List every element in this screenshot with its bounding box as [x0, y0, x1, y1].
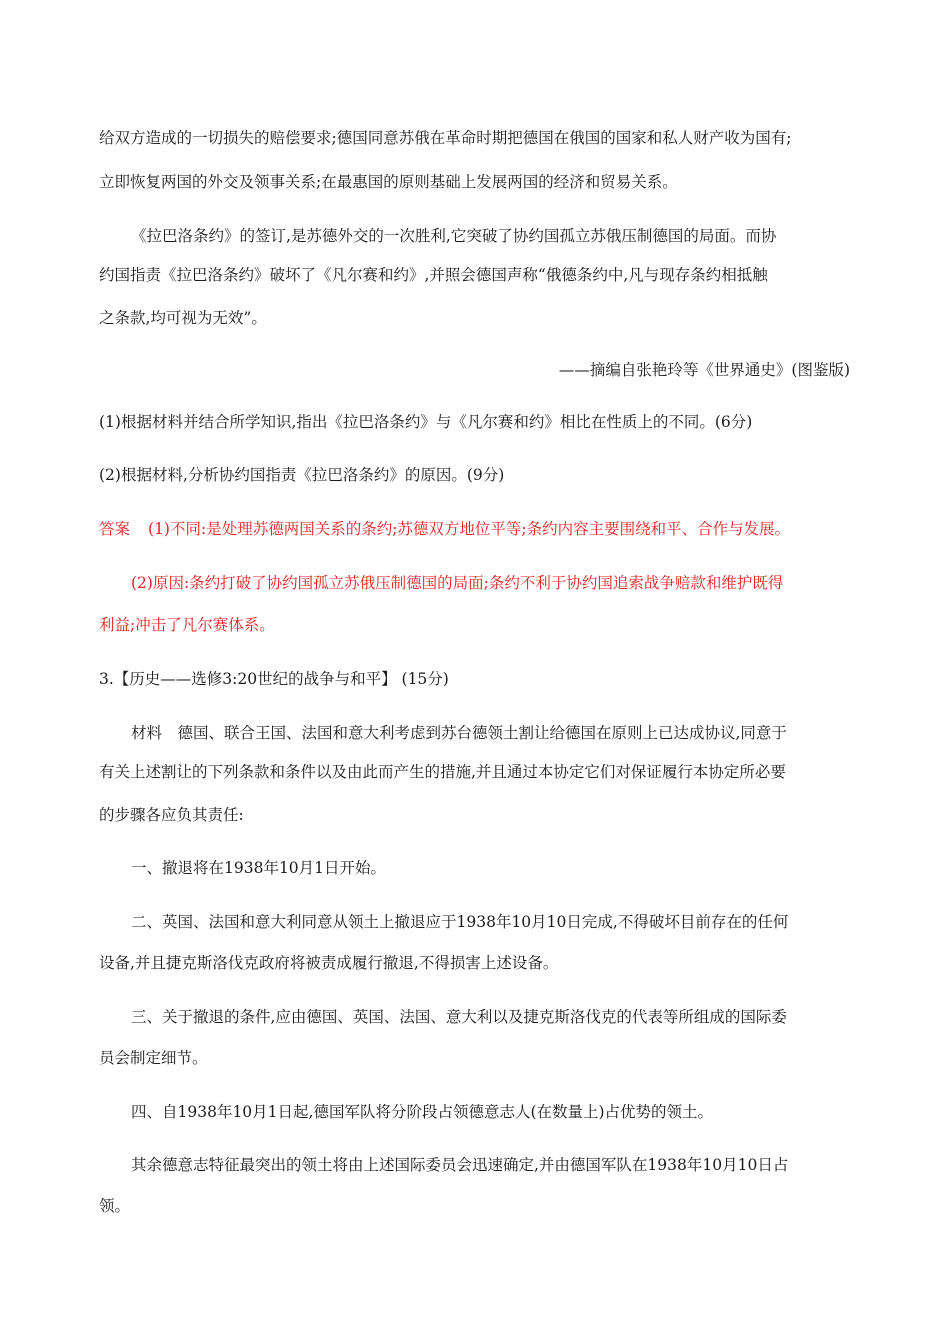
- source-citation: ——摘编自张艳玲等《世界通史》(图鉴版): [558, 361, 850, 379]
- clause-4: 四、自1938年10月1日起,德国军队将分阶段占领德意志人(在数量上)占优势的领土。: [131, 1103, 714, 1121]
- treaty-paragraph-line-3: 之条款,均可视为无效”。: [99, 309, 267, 327]
- question-3-heading: 3.【历史——选修3:20世纪的战争与和平】 (15分): [99, 670, 449, 688]
- answer-2-line-2: 利益;冲击了凡尔赛体系。: [99, 616, 275, 634]
- clause-5-line-1: 其余德意志特征最突出的领土将由上述国际委员会迅速确定,并由德国军队在1938年10月10日占: [131, 1156, 789, 1174]
- answer-label: 答案: [99, 520, 131, 538]
- question-1: (1)根据材料并结合所学知识,指出《拉巴洛条约》与《凡尔赛和约》相比在性质上的不同。(6分): [99, 413, 753, 431]
- clause-2-line-2: 设备,并且捷克斯洛伐克政府将被责成履行撤退,不得损害上述设备。: [99, 954, 559, 972]
- answer-1-text: (1)不同:是处理苏德两国关系的条约;苏德双方地位平等;条约内容主要围绕和平、合作与发展。: [148, 520, 791, 538]
- treaty-paragraph-line-1: 《拉巴洛条约》的签订,是苏德外交的一次胜利,它突破了协约国孤立苏俄压制德国的局面。而协: [131, 227, 777, 245]
- treaty-paragraph-line-2: 约国指责《拉巴洛条约》破坏了《凡尔赛和约》,并照会德国声称“俄德条约中,凡与现存条约相抵触: [99, 266, 768, 284]
- clause-3-line-2: 员会制定细节。: [99, 1049, 208, 1067]
- material2-line-2: 有关上述割让的下列条款和条件以及由此而产生的措施,并且通过本协定它们对保证履行本协定所必要: [99, 763, 786, 781]
- material2-line-1: 材料 德国、联合王国、法国和意大利考虑到苏台德领土割让给德国在原则上已达成协议,同意于: [131, 724, 787, 742]
- question-2: (2)根据材料,分析协约国指责《拉巴洛条约》的原因。(9分): [99, 466, 505, 484]
- clause-2-line-1: 二、英国、法国和意大利同意从领土上撤退应于1938年10月10日完成,不得破坏目前存在的任何: [131, 913, 789, 931]
- clause-1: 一、撤退将在1938年10月1日开始。: [131, 859, 387, 877]
- material-continued-line-2: 立即恢复两国的外交及领事关系;在最惠国的原则基础上发展两国的经济和贸易关系。: [99, 173, 678, 191]
- answer-2-line-1: (2)原因:条约打破了协约国孤立苏俄压制德国的局面;条约不利于协约国追索战争赔款和维护既得: [131, 574, 784, 592]
- answer-1: [99, 519, 859, 539]
- material2-line-3: 的步骤各应负其责任:: [99, 806, 244, 824]
- clause-5-line-2: 领。: [99, 1197, 131, 1215]
- clause-3-line-1: 三、关于撤退的条件,应由德国、英国、法国、意大利以及捷克斯洛伐克的代表等所组成的国际委: [131, 1008, 787, 1026]
- material-continued-line-1: 给双方造成的一切损失的赔偿要求;德国同意苏俄在革命时期把德国在俄国的国家和私人财产收为国有;: [99, 129, 792, 147]
